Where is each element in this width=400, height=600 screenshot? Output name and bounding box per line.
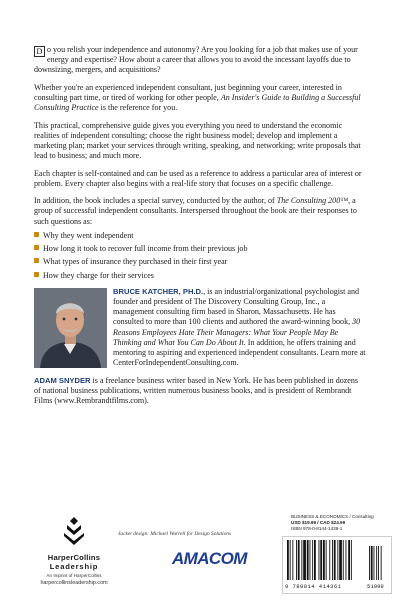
list-item (34, 271, 366, 281)
list-item-text: Why they went independent (43, 230, 134, 240)
price-block (291, 514, 391, 532)
square-bullet-icon (34, 245, 39, 250)
author-portrait-icon (34, 288, 107, 368)
survey-paragraph (34, 196, 366, 227)
author-bio-text-a: , is an industrial/organizational psychologist and founder and president of The Discovery Consulting Group, Inc., a management consulting firm based in Sharon, Massachusetts. He has consulted to more than 100 clients and authored the award-winning book, (113, 286, 360, 327)
survey-text-a: In addition, the book includes a special survey, conducted by the author, of (34, 196, 277, 206)
square-bullet-icon (34, 272, 39, 277)
publisher-name-line2: Leadership (49, 562, 99, 571)
imprint-line: An Imprint of HarperCollins (46, 573, 102, 578)
barcode-bar (337, 540, 338, 580)
author-photo (34, 288, 107, 368)
cover-copy (34, 45, 366, 414)
barcode-bar (301, 540, 302, 580)
barcode-bar (296, 540, 297, 580)
publisher-logo (34, 516, 114, 586)
barcode-bar (314, 540, 316, 580)
barcode-bar (348, 540, 350, 580)
barcode-bar (346, 540, 347, 580)
list-item (34, 257, 366, 267)
question-list (34, 231, 366, 281)
author-bio-katcher (34, 287, 366, 369)
list-item-text: What types of insurance they purchased in their first year (43, 257, 228, 267)
barcode-bar (334, 540, 336, 580)
barcode-bar (292, 540, 293, 580)
intro-text: o you relish your independence and autonomy? Are you looking for a job that makes use of your energy and expertise? How about a career that allows you to avoid the incessant layoffs due to downsizing, mergers, and acquisitions? (34, 45, 358, 75)
list-item-text: How long it took to recover full income from their previous job (43, 244, 248, 254)
list-item (34, 244, 366, 254)
addon-bar (376, 546, 377, 580)
barcode-bars-icon (287, 540, 387, 582)
coauthor-bio-text: is a freelance business writer based in New York. He has been published in dozens of national business publications, written numerous business books, and is president of Rembrandt Films (www.Rembrandtfilms.com). (34, 375, 359, 406)
survey-title: The Consulting 200™ (276, 196, 349, 206)
book-title-inline: An Insider's Guide to Building a Successful Consulting Practice (34, 93, 361, 113)
barcode-bar (329, 540, 330, 580)
isbn-line: ISBN 978-0-8144-1436-1 (291, 526, 343, 531)
barcode-bar (323, 540, 325, 580)
drop-cap: D (34, 46, 45, 57)
list-item (34, 231, 366, 241)
chapters-paragraph: Each chapter is self-contained and can be used as a reference to address a particular area of interest or problem. Every chapter also begins with a real-life story that focuses on a specific challenge. (34, 168, 362, 188)
barcode-bar (307, 540, 309, 580)
addon-bar (374, 546, 375, 580)
author-bio-snyder (34, 370, 366, 407)
jacket-credit: Jacket design: Michael Warrell for Design Solutions (118, 531, 232, 537)
square-bullet-icon (34, 232, 39, 237)
square-bullet-icon (34, 258, 39, 263)
barcode-bar (312, 540, 313, 580)
barcode-bar (332, 540, 333, 580)
barcode-digits: 9 780814 414361 (285, 583, 342, 590)
barcode-bar (287, 540, 289, 580)
addon-bar (378, 546, 379, 580)
author-book-title: 30 Reasons Employees Hate Their Managers: What Your People May Be Thinking and What You Can Do About It. (113, 317, 361, 347)
barcode-addon-digits: 51999 (367, 583, 384, 590)
contents-paragraph: This practical, comprehensive guide gives you everything you need to understand the economic realities of independent consulting; choose the right business model; develop and implement a marketing plan; market your services through writing, speaking, and networking; write proposals that lead to business; and much more. (34, 120, 361, 161)
intro-paragraph (34, 45, 366, 76)
price-line: USD $19.99 / CAD $24.99 (291, 520, 346, 525)
publisher-name-line1: HarperCollins (47, 553, 101, 562)
barcode-bar (339, 540, 342, 580)
barcode-bar (320, 540, 322, 580)
barcode-bar (298, 540, 300, 580)
author-bio-text-b: In addition, he offers training and mentoring to aspiring and experienced independent consultants. Learn more at CenterForIndependentConsulting.com. (113, 337, 366, 368)
publisher-url: harpercollinsleadership.com (40, 580, 108, 586)
audience-paragraph (34, 83, 366, 114)
barcode-bar (310, 540, 311, 580)
author-name: BRUCE KATCHER, PH.D. (113, 286, 204, 296)
barcode-bar (319, 540, 320, 580)
isbn-barcode (282, 536, 392, 594)
amacom-logo: AMACOM (172, 549, 247, 568)
barcode-bar (326, 540, 327, 580)
addon-bar (371, 546, 373, 580)
category-line: BUSINESS & ECONOMICS / Consulting (291, 514, 374, 519)
audience-text-a: Whether you're an experienced independent consultant, just beginning your career, interested in consulting part time, or tired of working for other people, (34, 82, 342, 102)
audience-text-b: is the reference for you. (98, 103, 178, 113)
survey-text-b: , a group of successful independent consultants. Interspersed throughout the book are their responses to such questions as: (34, 196, 357, 226)
barcode-bar (343, 540, 344, 580)
barcode-bar (303, 540, 306, 580)
list-item-text: How they charge for their services (43, 270, 154, 280)
coauthor-name: ADAM SNYDER (34, 375, 91, 385)
flame-logo-icon (61, 516, 87, 546)
addon-bar (369, 546, 370, 580)
barcode-bar (351, 540, 352, 580)
cover-footer (0, 510, 400, 600)
barcode-bar (290, 540, 291, 580)
addon-bar (381, 546, 382, 580)
